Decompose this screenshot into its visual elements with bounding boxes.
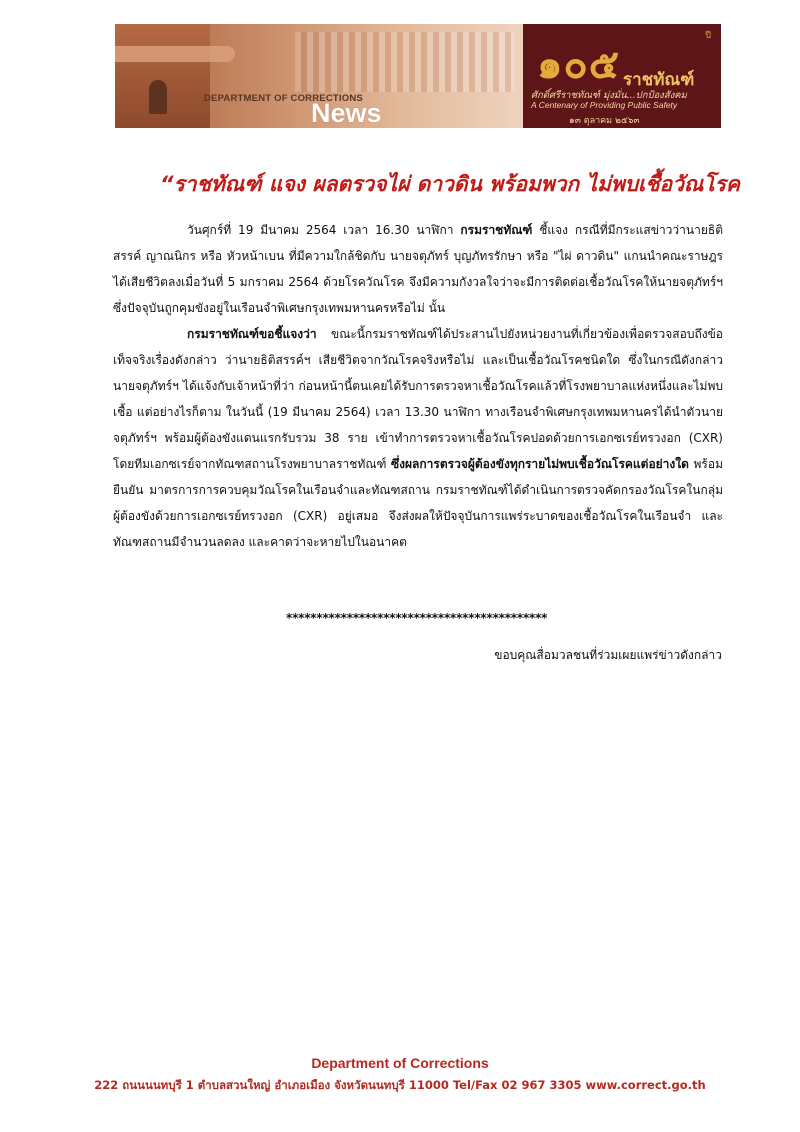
- paragraph-1-org: กรมราชทัณฑ์: [460, 223, 533, 237]
- paragraph-2-result: ซึ่งผลการตรวจผู้ต้องขังทุกรายไม่พบเชื้อวัณโรคแต่อย่างใด: [391, 457, 689, 471]
- footer-address: 222 ถนนนนทบุรี 1 ตำบลสวนใหญ่ อำเภอเมือง จังหวัดนนทบุรี 11000 Tel/Fax 02 967 3305 www.correct.go.th: [94, 1078, 706, 1092]
- paragraph-1-lead: วันศุกร์ที่ 19 มีนาคม 2564 เวลา 16.30 นาฬิกา: [187, 223, 461, 237]
- separator-stars: *******************************************: [286, 611, 548, 625]
- paragraph-2: [113, 321, 723, 555]
- banner-building-shape: [295, 32, 515, 92]
- guard-silhouette-icon: [149, 80, 167, 114]
- anniversary-suffix: ปี: [705, 31, 711, 41]
- anniversary-logo: [523, 24, 721, 128]
- paragraph-2-part2: พร้อมยืนยัน มาตรการการควบคุมวัณโรคในเรือนจำและทัณฑสถาน กรมราชทัณฑ์ได้ดำเนินการตรวจคัดกรองวัณโรคในกลุ่มผู้ต้องขังด้วยการเอกซเรย์ทรวงอก (CXR) อยู่เสมอ จึงส่งผลให้ปัจจุบันการแพร่ระบาดของเชื้อวัณโรคในเรือนจำ และทัณฑสถานมีจำนวนลดลง และคาดว่าจะหายไปในอนาคต: [113, 457, 723, 549]
- anniversary-slogan: ศักดิ์ศรีราชทัณฑ์ มุ่งมั่น...ปกป้องสังคม: [531, 90, 687, 101]
- anniversary-number: ๑๐๕: [537, 41, 621, 88]
- anniversary-date: ๑๓ ตุลาคม ๒๕๖๓: [569, 116, 640, 126]
- paragraph-2-part1: ขณะนี้กรมราชทัณฑ์ได้ประสานไปยังหน่วยงานที่เกี่ยวข้องเพื่อตรวจสอบถึงข้อเท็จจริงเรื่องดังกล่าว ว่านายธิติสรรค์ฯ เสียชีวิตจากวัณโรคจริงหรือไม่ และเป็นเชื้อวัณโรคชนิดใด ซึ่งในกรณีดังกล่าว นายจตุภัทร์ฯ ได้แจ้งกับเจ้าหน้าที่ว่า ก่อนหน้านี้ตนเคยได้รับการตรวจหาเชื้อวัณโรคแล้วที่โรงพยาบาลแห่งหนึ่งและไม่พบเชื้อ แต่อย่างไรก็ตาม ในวันนี้ (19 มีนาคม 2564) เวลา 13.30 นาฬิกา ทางเรือนจำพิเศษกรุงเทพมหานครได้นำตัวนายจตุภัทร์ฯ พร้อมผู้ต้องขังแดนแรกรับรวม 38 ราย เข้าทำการตรวจหาเชื้อวัณโรคปอดด้วยการเอกซเรย์ทรวงอก (CXR) โดยทีมเอกซเรย์จากทัณฑสถานโรงพยาบาลราชทัณฑ์: [113, 327, 723, 471]
- press-headline: “ราชทัณฑ์ แจง ผลตรวจไผ่ ดาวดิน พร้อมพวก ไม่พบเชื้อวัณโรค: [160, 172, 740, 196]
- banner-canopy-shape: [115, 46, 235, 62]
- anniversary-centenary: A Centenary of Providing Public Safety: [531, 100, 678, 110]
- footer-title: Department of Corrections: [311, 1055, 489, 1071]
- banner-department-label: DEPARTMENT OF CORRECTIONS: [204, 93, 363, 104]
- thanks-line: ขอบคุณสื่อมวลชนที่ร่วมเผยแพร่ข่าวดังกล่าว: [494, 648, 722, 662]
- banner-photo-area: [115, 24, 523, 128]
- paragraph-1-rest: ชี้แจง กรณีที่มีกระแสข่าวว่านายธิติสรรค์ ญาณนิกร หรือ หัวหน้าเบน ที่มีความใกล้ชิดกับ นายจตุภัทร์ บุญภัทรรักษา หรือ "ไผ่ ดาวดิน" แกนนำคณะราษฎร ได้เสียชีวิตลงเมื่อวันที่ 5 มกราคม 2564 ด้วยโรควัณโรค จึงมีความกังวลใจว่าจะมีการติดต่อเชื้อวัณโรคให้นายจตุภัทร์ฯ ซึ่งปัจจุบันถูกคุมขังอยู่ในเรือนจำพิเศษกรุงเทพมหานครหรือไม่ นั้น: [113, 223, 723, 315]
- paragraph-1: [113, 217, 723, 321]
- press-body: [113, 217, 723, 555]
- paragraph-2-lead: กรมราชทัณฑ์ขอชี้แจงว่า: [187, 327, 317, 341]
- news-banner: [115, 24, 721, 128]
- banner-news-label: News: [311, 98, 382, 128]
- anniversary-org-name: ราชทัณฑ์: [623, 70, 695, 90]
